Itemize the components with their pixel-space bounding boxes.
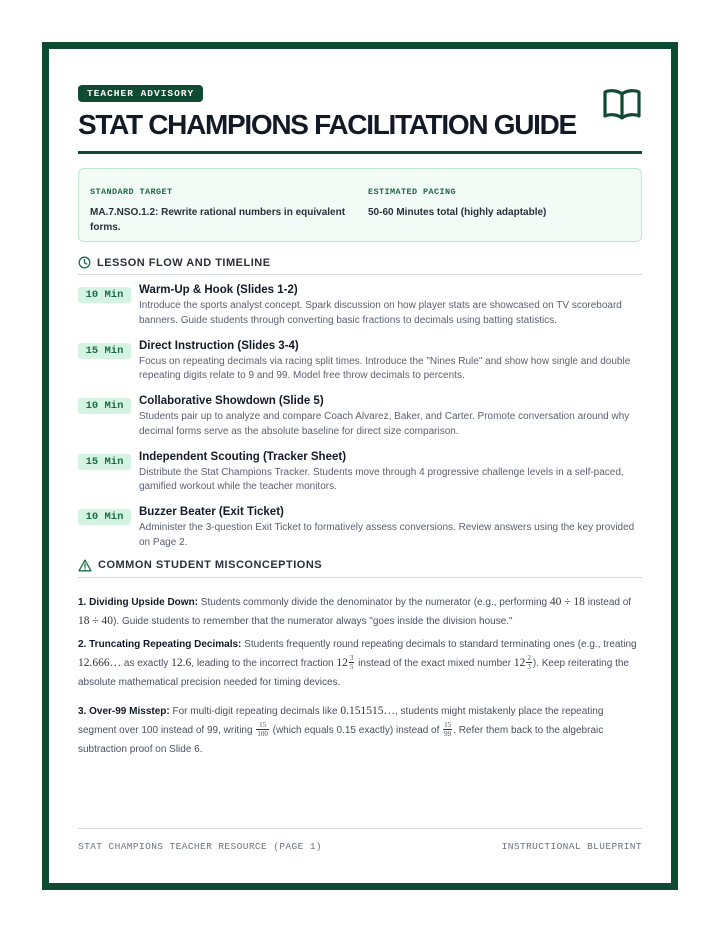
flow-item-body	[139, 503, 642, 551]
open-book-icon	[602, 87, 642, 121]
flow-item-desc: Focus on repeating decimals via racing split times. Introduce the "Nines Rule" and show how single and double repeating digits relate to 9 and 99. Model free throw decimals to percents.	[139, 355, 631, 382]
fraction-numerator: 15	[256, 721, 269, 730]
flow-item-body	[139, 337, 642, 385]
math-expression: 12.666…	[78, 656, 122, 669]
misconception-text: ). Keep reiterating the absolute mathematical precision needed for timing devices.	[78, 657, 629, 688]
pacing-value: 50-60 Minutes total (highly adaptable)	[368, 207, 547, 218]
standard-value: MA.7.NSO.1.2: Rewrite rational numbers in equivalent forms.	[90, 207, 346, 233]
flow-list	[78, 281, 642, 559]
misconception-text: Students frequently round repeating decimals to standard terminating ones (e.g., treating	[244, 638, 637, 650]
flow-item-title: Buzzer Beater (Exit Ticket)	[139, 506, 284, 518]
lesson-flow-section	[78, 256, 642, 559]
misconception-text: (which equals 0.15 exactly) instead of	[272, 724, 440, 736]
fraction-numerator: 3	[349, 654, 354, 663]
page-frame	[42, 42, 678, 890]
fraction	[526, 654, 532, 671]
estimated-pacing	[368, 187, 628, 220]
warning-icon	[78, 559, 92, 572]
flow-item-body	[139, 392, 642, 440]
flow-item-desc: Introduce the sports analyst concept. Spark discussion on how player stats are showcased on TV scoreboard banners. Guide students through converting basic fractions to decimals using batting statistics.	[139, 300, 622, 326]
misconception-text: Students commonly divide the denominator by the numerator (e.g., performing	[200, 596, 548, 608]
mixed-whole: 12	[336, 656, 348, 669]
duration-badge: 10 Min	[78, 398, 131, 414]
standard-target	[90, 187, 350, 235]
mixed-whole: 12	[513, 656, 526, 669]
misconceptions-heading	[78, 559, 642, 572]
footer-divider	[78, 828, 642, 829]
flow-item-body	[139, 281, 642, 329]
section-divider	[78, 274, 642, 275]
misconception-title: 2. Truncating Repeating Decimals:	[78, 638, 242, 650]
duration-badge: 15 Min	[78, 343, 131, 359]
flow-item	[78, 392, 642, 448]
math-expression: 12.6	[171, 656, 192, 669]
fraction-denominator: 5	[349, 663, 354, 672]
fraction-numerator: 15	[444, 721, 452, 730]
mixed-number	[513, 654, 533, 672]
lesson-flow-heading	[78, 256, 642, 269]
misconceptions-section	[78, 559, 642, 759]
page-content	[78, 83, 642, 883]
flow-item	[78, 281, 642, 337]
misconception-text: instead of the exact mixed number	[358, 657, 512, 669]
flow-item-title: Independent Scouting (Tracker Sheet)	[139, 450, 347, 463]
misconception-text: . Refer them back to the algebraic subtraction proof on Slide 6.	[78, 724, 604, 755]
misconception-title: 3. Over-99 Misstep:	[78, 705, 170, 717]
fraction-denominator: 99	[444, 730, 452, 739]
duration-badge: 10 Min	[78, 287, 131, 303]
standard-label: STANDARD TARGET	[90, 187, 173, 197]
fraction-denominator: 3	[527, 663, 531, 672]
clock-icon	[78, 256, 91, 269]
flow-item-title: Collaborative Showdown (Slide 5)	[139, 395, 324, 407]
flow-item-title: Direct Instruction (Slides 3-4)	[139, 339, 299, 352]
section-divider	[78, 577, 642, 578]
misconception-text: For multi-digit repeating decimals like	[172, 705, 338, 717]
duration-badge: 15 Min	[78, 454, 131, 470]
fraction	[443, 721, 452, 738]
pacing-label: ESTIMATED PACING	[368, 187, 457, 197]
duration-badge: 10 Min	[78, 509, 131, 525]
math-expression: 0.151515…	[340, 704, 395, 717]
footer-right-text: INSTRUCTIONAL BLUEPRINT	[501, 841, 642, 852]
misconception-text: instead of	[587, 596, 632, 608]
footer-left-text: STAT CHAMPIONS TEACHER RESOURCE (PAGE 1)	[78, 841, 323, 852]
flow-item-body	[139, 448, 642, 496]
page-title: STAT CHAMPIONS FACILITATION GUIDE	[78, 109, 576, 140]
flow-item	[78, 503, 642, 559]
mixed-number	[336, 654, 355, 672]
fraction	[256, 721, 269, 738]
info-box	[78, 168, 642, 242]
misconception-text: , leading to the incorrect fraction	[191, 657, 334, 669]
misconception-list	[78, 593, 642, 759]
misconception-item	[78, 635, 642, 692]
lesson-flow-heading-text: LESSON FLOW AND TIMELINE	[97, 256, 271, 269]
misconception-text: as exactly	[123, 657, 169, 669]
title-divider	[78, 151, 642, 154]
fraction	[349, 654, 355, 671]
flow-item-desc: Administer the 3-question Exit Ticket to formatively assess conversions. Review answers using the key provided on Page 2.	[139, 522, 635, 548]
advisory-badge: TEACHER ADVISORY	[78, 85, 203, 102]
flow-item	[78, 448, 642, 504]
misconception-text: , students might mistakenly place the repeating segment over 100 instead of 99, writing	[78, 705, 604, 736]
fraction-numerator: 2	[527, 654, 531, 663]
math-expression: 18 ÷ 40	[78, 614, 114, 627]
fraction-denominator: 100	[257, 730, 268, 739]
misconception-text: ). Guide students to remember that the numerator always "goes inside the division house."	[113, 615, 513, 627]
misconception-item	[78, 593, 642, 631]
misconceptions-heading-text: COMMON STUDENT MISCONCEPTIONS	[98, 559, 323, 571]
misconception-item	[78, 702, 642, 759]
misconception-title: 1. Dividing Upside Down:	[78, 596, 199, 608]
flow-item-title: Warm-Up & Hook (Slides 1-2)	[139, 284, 298, 296]
flow-item-desc: Distribute the Stat Champions Tracker. Students move through 4 progressive challenge levels in a self-paced, gamified workout while the teacher monitors.	[139, 466, 624, 493]
flow-item	[78, 337, 642, 393]
math-expression: 40 ÷ 18	[549, 595, 585, 608]
header	[78, 83, 642, 154]
flow-item-desc: Students pair up to analyze and compare Coach Alvarez, Baker, and Carter. Promote conversation around why decimal forms serve as the absolute baseline for direct size comparison.	[139, 411, 630, 437]
